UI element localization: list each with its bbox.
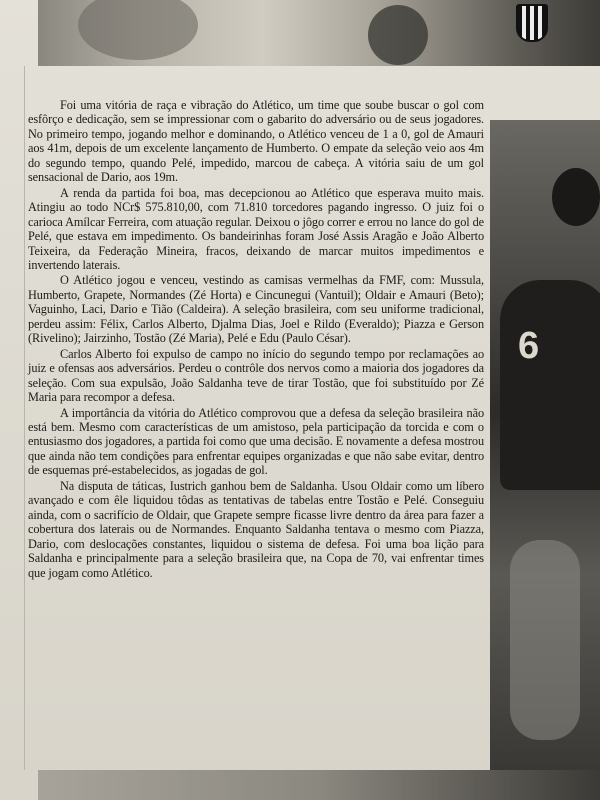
column-rule: [24, 66, 25, 770]
top-photo: [38, 0, 600, 66]
article-paragraph: O Atlético jogou e venceu, vestindo as camisas vermelhas da FMF, com: Mussula, Humberto, Grapete, Normandes (Zé Horta) e Cincunegui (Vantuil); Oldair e Amauri (Beto); Vaguinho, Laci, Dario e Tião (Caldeira). A seleção brasileira, com seu uniforme tradicional, perdeu assim: Félix, Carlos Alberto, Djalma Dias, Joel e Rildo (Everaldo); Piazza e Gerson (Rivelino); Jairzinho, Tostão (Zé Maria), Pelé e Edu (Paulo César).: [28, 273, 484, 346]
player-leg: [510, 540, 580, 740]
bottom-photo: [38, 770, 600, 800]
player-shirt: [500, 280, 600, 490]
jersey-number: 6: [518, 325, 540, 367]
article-paragraph: Na disputa de táticas, Iustrich ganhou bem de Saldanha. Usou Oldair como um líbero avançado e com êle liquidou tôdas as tentativas de tabelas entre Tostão e Pelé. Conseguiu ainda, com o sacrifício de Oldair, que Grapete sempre ficasse livre dentro da área para fazer a cobertura dos laterais ou de Normandes. Enquanto Saldanha tentava o mesmo com Piazza, Dario, com deslocações constantes, liquidou o sistema de defesa. Foi uma boa lição para Saldanha e principalmente para a seleção brasileira que, na Copa de 70, vai enfrentar times que jogam como Atlético.: [28, 478, 484, 580]
article-paragraph: A renda da partida foi boa, mas decepcionou ao Atlético que esperava muito mais. Atingiu ao todo NCr$ 575.810,00, com 71.810 torcedores pagando ingresso. O juiz foi o carioca Amílcar Ferreira, com atuação regular. Deixou o jôgo correr e errou no lance do gol de Pelé, que estava em impedimento. Os bandeirinhas foram José Assis Aragão e João Alberto Teixeira, da Federação Mineira, fracos, deixando de marcar muitos impedimentos e invertendo laterais.: [28, 185, 484, 272]
player-photo: [490, 120, 600, 770]
article-paragraph: Foi uma vitória de raça e vibração do Atlético, um time que soube buscar o gol com esfôrço e dedicação, sem se impressionar com o gabarito do adversário ou de seus jogadores. No primeiro tempo, jogando melhor e dominando, o Atlético venceu de 1 a 0, gol de Amauri aos 41m, depois de um excelente lançamento de Humberto. O empate da seleção veio aos 4m do segundo tempo, quando Pelé, impedido, marcou de cabeça. A vitória saiu de um gol sensacional de Dario, aos 19m.: [28, 98, 484, 185]
article-body: [28, 98, 484, 580]
club-crest-icon: [516, 4, 548, 42]
photo-shape: [78, 0, 198, 60]
player-head: [552, 168, 600, 226]
photo-shape: [368, 5, 428, 65]
article-paragraph: Carlos Alberto foi expulso de campo no início do segundo tempo por reclamações ao juiz e ofensas aos adversários. Perdeu o contrôle dos nervos como a maioria dos jogadores da seleção. Com sua expulsão, João Saldanha teve de tirar Tostão, que foi substituído por Zé Maria para recompor a defesa.: [28, 346, 484, 405]
article-paragraph: A importância da vitória do Atlético comprovou que a defesa da seleção brasileira não está bem. Mesmo com características de um amistoso, pela participação da torcida e com o entusiasmo dos jogadores, a partida foi como que uma decisão. E novamente a defesa mostrou que ainda não tem condições para enfrentar equipes organizadas e que não sabe evitar, dentro de esquemas pré-estabelecidos, as jogadas de gol.: [28, 405, 484, 478]
